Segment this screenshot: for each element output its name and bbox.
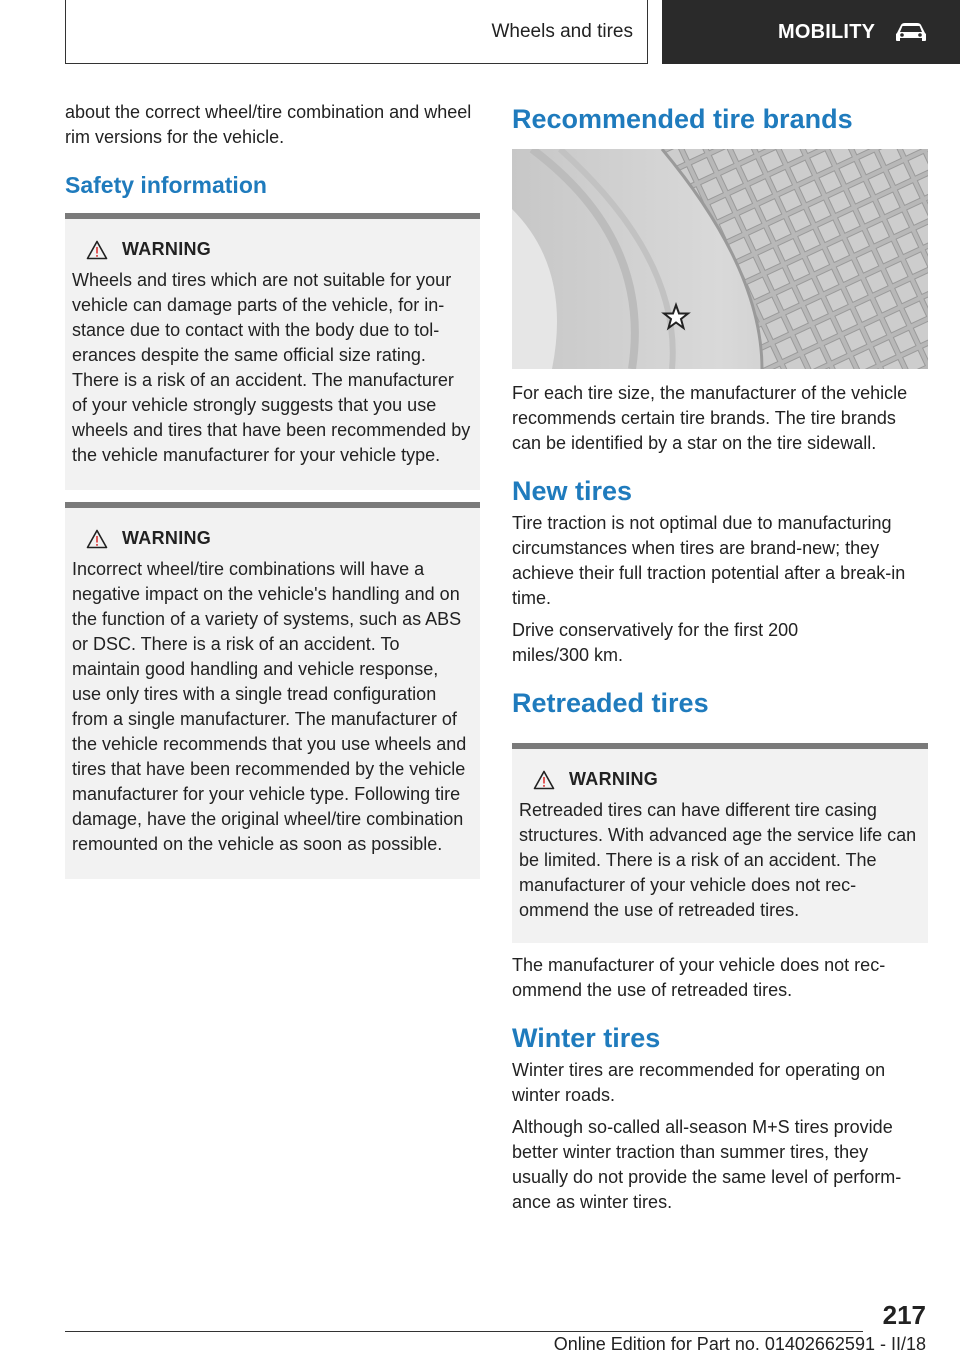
warning-triangle-icon	[86, 240, 108, 260]
warning-label: WARNING	[122, 528, 212, 548]
warning-box	[512, 743, 928, 943]
warning-box	[65, 502, 480, 879]
warning-text: Wheels and tires which are not suitable for your vehicle can damage parts of the vehicle, for instance due to contact with the body due to tolerances despite the same official size rating. There is a risk of an accident. The manufacturer of your vehicle strongly suggests that you use wheels and tires that have been recommended by the vehicle manufacturer for your vehicle type.	[72, 270, 471, 465]
brands-heading: Recommended tire brands	[512, 104, 853, 134]
winter-heading: Winter tires	[512, 1023, 661, 1053]
page-number: 217	[882, 1300, 926, 1330]
warning-box	[65, 213, 480, 490]
warning-label: WARNING	[569, 769, 659, 789]
warning-title	[519, 769, 920, 790]
warning-title	[72, 528, 472, 549]
warning-triangle-icon	[533, 770, 555, 790]
right-column	[512, 104, 928, 1225]
footer-divider	[65, 1331, 863, 1332]
car-icon	[893, 21, 929, 43]
retreaded-text: The manufacturer of your vehicle does not recommend the use of retreaded tires.	[512, 955, 886, 1000]
new-tires-text-2: Drive conservatively for the first 200 miles/300 km.	[512, 620, 799, 665]
brands-text: For each tire size, the manufacturer of the vehicle recommends certain tire brands. The tire brands can be identified by a star on the tire sidewall.	[512, 383, 908, 453]
new-tires-heading: New tires	[512, 476, 633, 506]
warning-text: Incorrect wheel/tire combinations will have a negative impact on the vehicle's handling and on the function of a variety of systems, such as ABS or DSC. There is a risk of an accident. To maintain good handling and vehicle response, use only tires with a single tread configuration from a single manufacturer. The manufacturer of the vehicle recommends that you use wheels and tires that have been recommended by the vehicle manufacturer for your vehicle type. Following tire damage, have the original wheel/tire combination remounted on the vehicle as soon as possible.	[72, 559, 467, 854]
winter-text-2: Although so-called all-season M+S tires provide better winter traction than summer tires, they usually do not provide the same level of performance as winter tires.	[512, 1117, 902, 1212]
header-chapter-title: MOBILITY	[778, 20, 876, 43]
header-section-box	[65, 0, 648, 64]
warning-text: Retreaded tires can have different tire casing structures. With advanced age the service life can be limited. There is a risk of an accident. The manufacturer of your vehicle does not recommend the use of retreaded tires.	[519, 800, 917, 920]
header-section-title: Wheels and tires	[491, 20, 633, 42]
left-column	[65, 100, 480, 879]
winter-text-1: Winter tires are recommended for operating on winter roads.	[512, 1060, 886, 1105]
header-chapter-box	[662, 0, 960, 64]
safety-heading: Safety information	[65, 172, 267, 198]
tire-star-image	[512, 149, 928, 369]
footer-edition: Online Edition for Part no. 01402662591 - II/18	[553, 1334, 926, 1354]
intro-text: about the correct wheel/tire combination and wheel rim versions for the vehicle.	[65, 102, 472, 147]
warning-label: WARNING	[122, 239, 212, 259]
warning-triangle-icon	[86, 529, 108, 549]
retreaded-heading: Retreaded tires	[512, 688, 709, 718]
warning-title	[72, 239, 472, 260]
new-tires-text-1: Tire traction is not optimal due to manufacturing circumstances when tires are brand-new; they achieve their full traction potential after a break-in time.	[512, 513, 906, 608]
